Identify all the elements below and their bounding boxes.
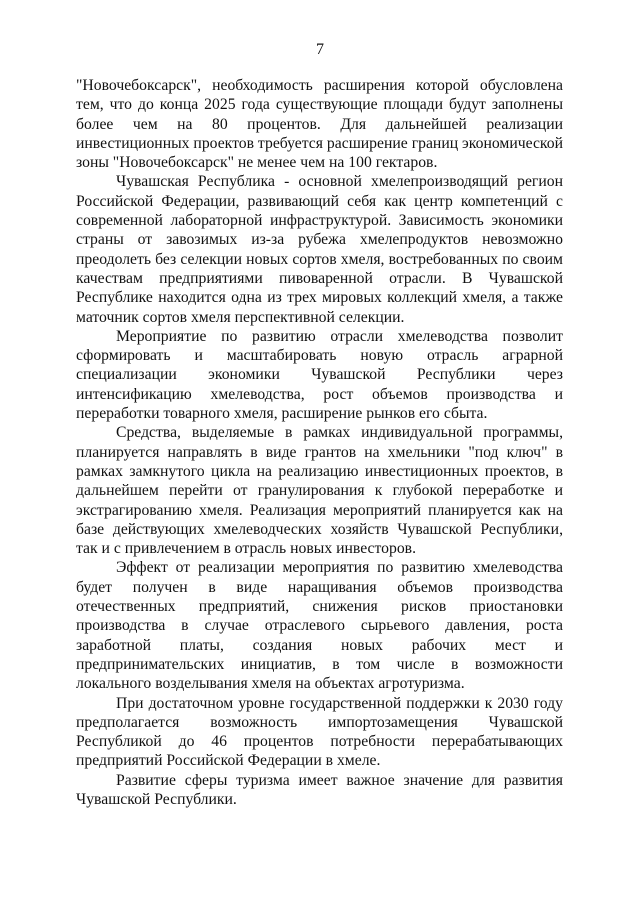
- paragraph-effect: Эффект от реализации мероприятия по развитию хмелеводства будет получен в виде наращивания объемов производства отечественных предприятий, снижения рисков приостановки производства в случае отраслевого сырьевого давления, роста заработной платы, создания новых рабочих мест и предпринимательских инициатив, в том числе в возможности локального возделывания хмеля на объектах агротуризма.: [76, 559, 563, 693]
- document-body: [76, 76, 563, 809]
- paragraph-funding-grants: Средства, выделяемые в рамках индивидуальной программы, планируется направлять в виде грантов на хмельники "под ключ" в рамках замкнутого цикла на реализацию инвестиционных проектов, в дальнейшем перейти от гранулирования к глубокой переработке и экстрагированию хмеля. Реализация мероприятий планируется как на базе действующих хмелеводческих хозяйств Чувашской Республики, так и с привлечением в отрасль новых инвесторов.: [76, 424, 563, 558]
- paragraph-hop-region: Чувашская Республика - основной хмелепроизводящий регион Российской Федерации, развивающий себя как центр компетенций с современной лабораторной инфраструктурой. Зависимость экономики страны от завозимых из-за рубежа хмелепродуктов невозможно преодолеть без селекции новых сортов хмеля, востребованных по своим качествам предприятиями пивоваренной отрасли. В Чувашской Республике находится одна из трех мировых коллекций хмеля, а также маточник сортов хмеля перспективной селекции.: [76, 173, 563, 326]
- page-number: 7: [316, 41, 324, 58]
- paragraph-import-substitution: При достаточном уровне государственной поддержки к 2030 году предполагается возможность импортозамещения Чувашской Республикой до 46 процентов потребности перерабатывающих предприятий Российской Федерации в хмеле.: [76, 694, 563, 770]
- paragraph-continued-economic-zone: "Новочебоксарск", необходимость расширения которой обусловлена тем, что до конца 2025 года существующие площади будут заполнены более чем на 80 процентов. Для дальнейшей реализации инвестиционных проектов требуется расширение границ экономической зоны "Новочебоксарск" не менее чем на 100 гектаров.: [76, 77, 563, 172]
- paragraph-hop-industry-measure: Мероприятие по развитию отрасли хмелеводства позволит сформировать и масштабировать новую отрасль аграрной специализации экономики Чувашской Республики через интенсификацию хмелеводства, рост объемов производства и переработки товарного хмеля, расширение рынков его сбыта.: [76, 327, 563, 423]
- paragraph-tourism: Развитие сферы туризма имеет важное значение для развития Чувашской Республики.: [76, 771, 563, 808]
